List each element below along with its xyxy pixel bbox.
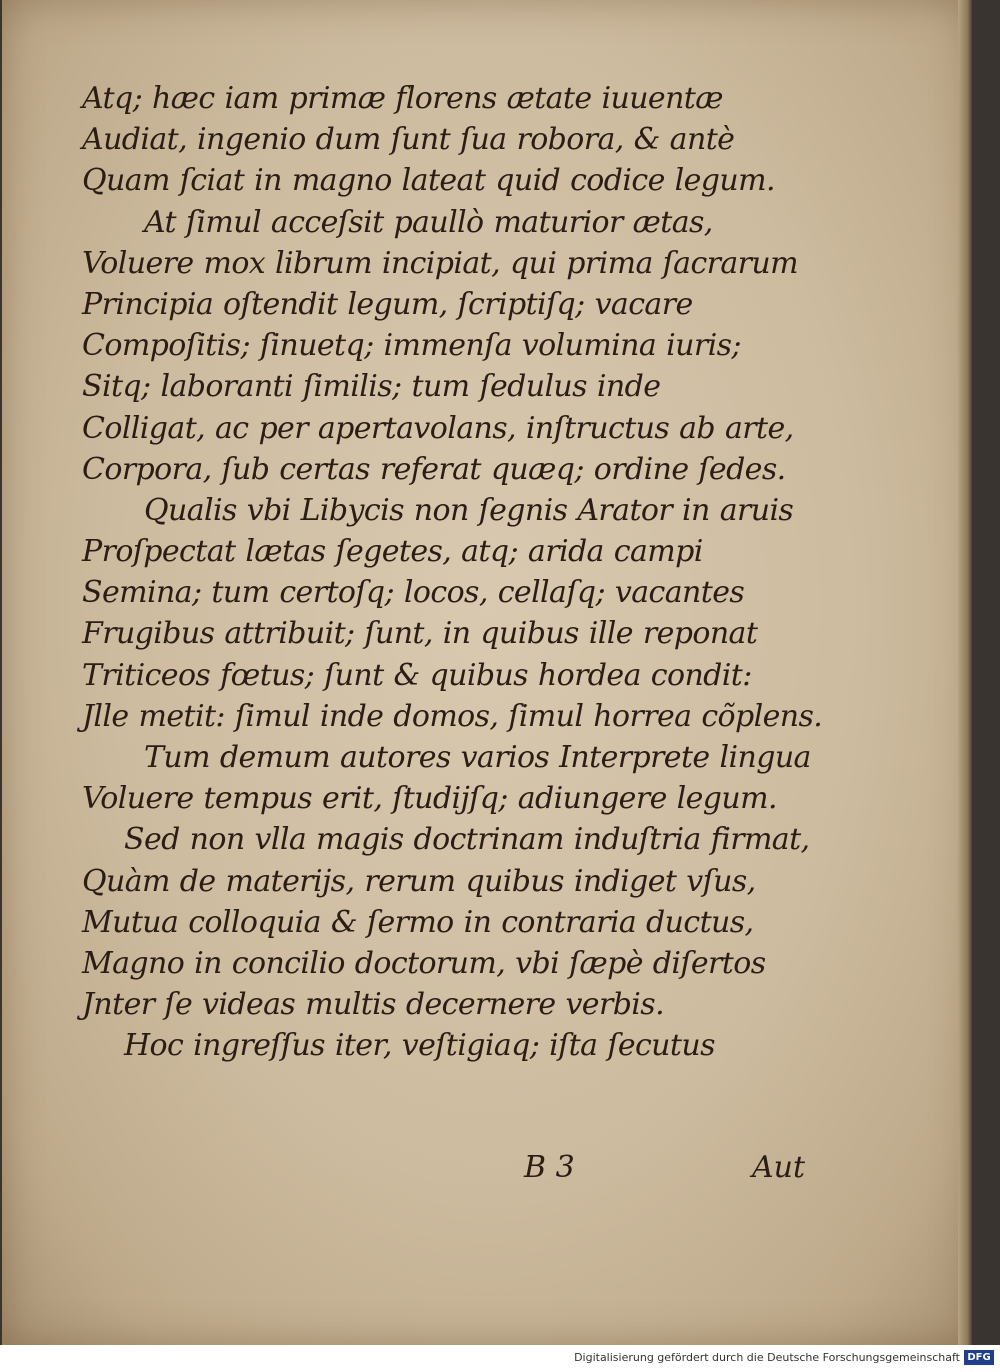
footer-bar bbox=[0, 1345, 1000, 1372]
verse-line: Frugibus attribuit; ſunt, in quibus ille reponat bbox=[82, 616, 758, 652]
dfg-logo-icon: DFG bbox=[964, 1350, 994, 1365]
verse-line: Compoſitis; ſinuetq; immenſa volumina iuris; bbox=[82, 328, 741, 364]
signature-mark: B 3 bbox=[524, 1150, 575, 1185]
verse-line: Voluere tempus erit, ſtudijſq; adiungere legum. bbox=[82, 781, 777, 817]
funding-credit: Digitalisierung gefördert durch die Deutsche Forschungsgemeinschaft bbox=[574, 1351, 960, 1364]
verse-line: Quàm de materijs, rerum quibus indiget vſus, bbox=[82, 863, 756, 899]
verse-line: Principia oſtendit legum, ſcriptiſq; vacare bbox=[82, 286, 693, 322]
verse-line: Audiat, ingenio dum ſunt ſua robora, & antè bbox=[82, 122, 735, 158]
page-edge bbox=[958, 0, 972, 1345]
verse-line: Semina; tum certoſq; locos, cellaſq; vacantes bbox=[82, 575, 745, 611]
verse-line: Sed non vlla magis doctrinam induſtria firmat, bbox=[124, 822, 810, 858]
verse-line: Jnter ſe videas multis decernere verbis. bbox=[82, 987, 665, 1023]
verse-line: Quam ſciat in magno lateat quid codice legum. bbox=[82, 163, 775, 199]
verse-line: Mutua colloquia & ſermo in contraria ductus, bbox=[82, 904, 754, 940]
verse-line: Jlle metit: ſimul inde domos, ſimul horrea cõplens. bbox=[82, 698, 823, 734]
verse-line: Triticeos fœtus; ſunt & quibus hordea condit: bbox=[82, 657, 752, 693]
verse-line: Corpora, ſub certas referat quæq; ordine ſedes. bbox=[82, 451, 786, 487]
verse-line: Hoc ingreſſus iter, veſtigiaq; iſta ſecutus bbox=[124, 1028, 715, 1064]
verse-line: Tum demum autores varios Interprete lingua bbox=[144, 740, 811, 775]
verse-line: Colligat, ac per apertavolans, inſtructus ab arte, bbox=[82, 410, 794, 446]
verse-line: At ſimul acceſsit paullò maturior ætas, bbox=[144, 204, 713, 240]
verse-line: Proſpectat lætas ſegetes, atq; arida campi bbox=[82, 534, 703, 570]
signature-line bbox=[2, 1150, 1000, 1190]
verse-line: Atq; hæc iam primæ florens ætate iuuentæ bbox=[82, 81, 723, 116]
verse-line: Magno in concilio doctorum, vbi ſæpè diſertos bbox=[82, 945, 766, 981]
book-page bbox=[2, 0, 972, 1345]
poem-text bbox=[82, 78, 842, 1067]
verse-line: Qualis vbi Libycis non ſegnis Arator in aruis bbox=[144, 492, 794, 528]
catchword: Aut bbox=[752, 1150, 806, 1185]
verse-line: Voluere mox librum incipiat, qui prima ſacrarum bbox=[82, 245, 798, 281]
verse-line: Sitq; laboranti ſimilis; tum ſedulus inde bbox=[82, 369, 661, 405]
